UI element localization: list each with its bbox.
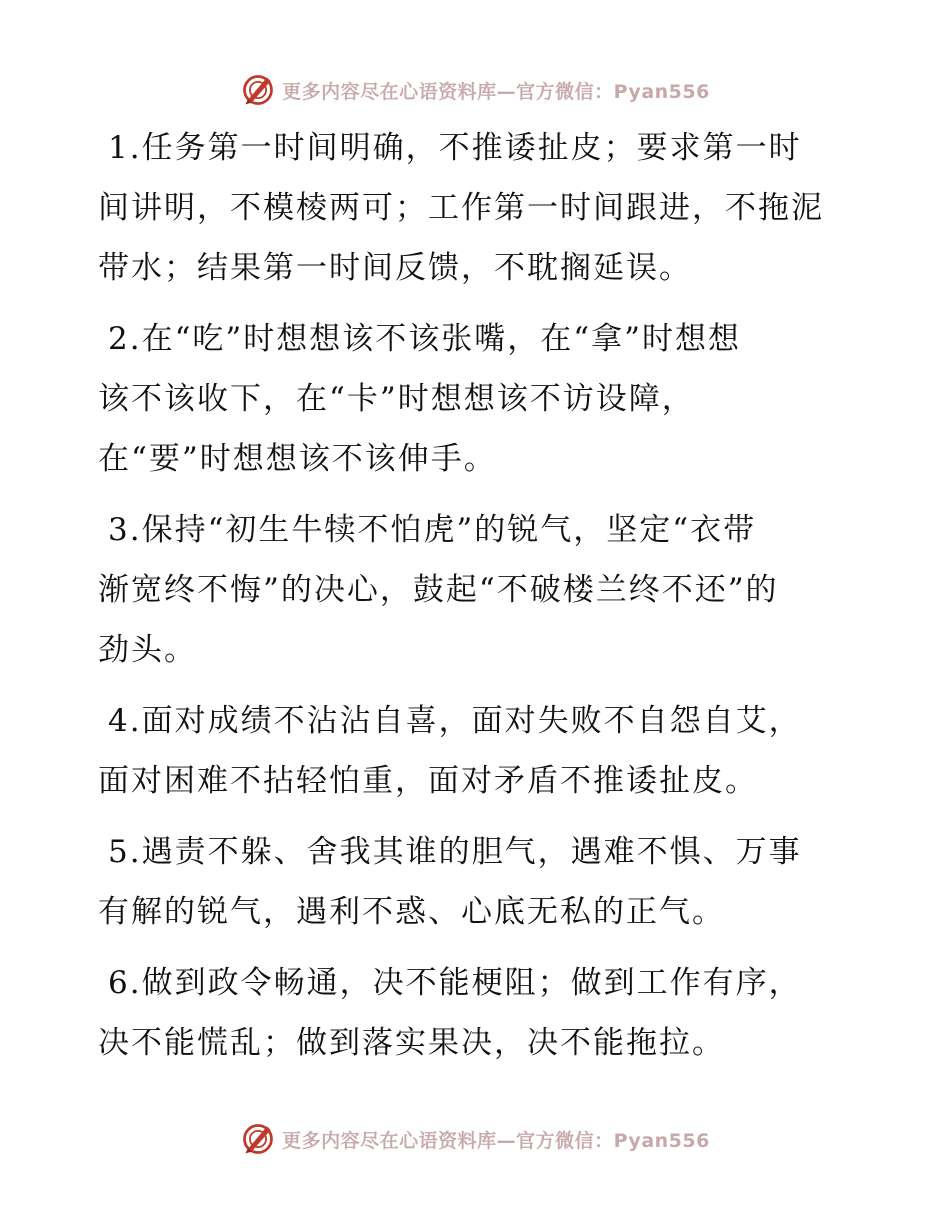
paragraph-line: 间讲明，不模棱两可；工作第一时间跟进，不拖泥 bbox=[98, 190, 824, 226]
paragraph-line: 渐宽终不悔”的决心，鼓起“不破楼兰终不还”的 bbox=[98, 572, 779, 608]
paragraph-line: 面对困难不拈轻怕重，面对矛盾不推诿扯皮。 bbox=[98, 763, 758, 799]
header-watermark-banner bbox=[0, 70, 950, 110]
paragraph-line: 在“要”时想想该不该伸手。 bbox=[98, 441, 497, 477]
paragraph-line: 5.遇责不躲、舍我其谁的胆气，遇难不惧、万事 bbox=[108, 834, 802, 870]
paragraph-line: 决不能慌乱；做到落实果决，决不能拖拉。 bbox=[98, 1025, 725, 1061]
footer-watermark-text: 更多内容尽在心语资料库—官方微信：Pyan556 bbox=[282, 1129, 710, 1152]
paragraph-line: 4.面对成绩不沾沾自喜，面对失败不自怨自艾， bbox=[108, 703, 802, 739]
pen-logo-icon bbox=[240, 1121, 276, 1157]
document-body bbox=[98, 118, 858, 1084]
footer-watermark-banner bbox=[0, 1119, 950, 1159]
paragraph-line: 6.做到政令畅通，决不能梗阻；做到工作有序， bbox=[108, 965, 802, 1001]
paragraph-line: 1.任务第一时间明确，不推诿扯皮；要求第一时 bbox=[108, 130, 802, 166]
paragraph-line: 3.保持“初生牛犊不怕虎”的锐气，坚定“衣带 bbox=[108, 512, 757, 548]
pen-logo-icon bbox=[240, 72, 276, 108]
paragraph-3 bbox=[98, 500, 858, 680]
paragraph-line: 2.在“吃”时想想该不该张嘴，在“拿”时想想 bbox=[108, 321, 741, 357]
paragraph-line: 该不该收下，在“卡”时想想该不访设障， bbox=[98, 381, 695, 417]
paragraph-1 bbox=[98, 118, 858, 298]
paragraph-line: 带水；结果第一时间反馈，不耽搁延误。 bbox=[98, 250, 692, 286]
header-watermark-text: 更多内容尽在心语资料库—官方微信：Pyan556 bbox=[282, 80, 710, 103]
paragraph-2 bbox=[98, 309, 858, 489]
paragraph-line: 劲头。 bbox=[98, 632, 197, 668]
paragraph-4 bbox=[98, 691, 858, 811]
paragraph-line: 有解的锐气，遇利不惑、心底无私的正气。 bbox=[98, 894, 725, 930]
paragraph-5 bbox=[98, 822, 858, 942]
paragraph-6 bbox=[98, 953, 858, 1073]
